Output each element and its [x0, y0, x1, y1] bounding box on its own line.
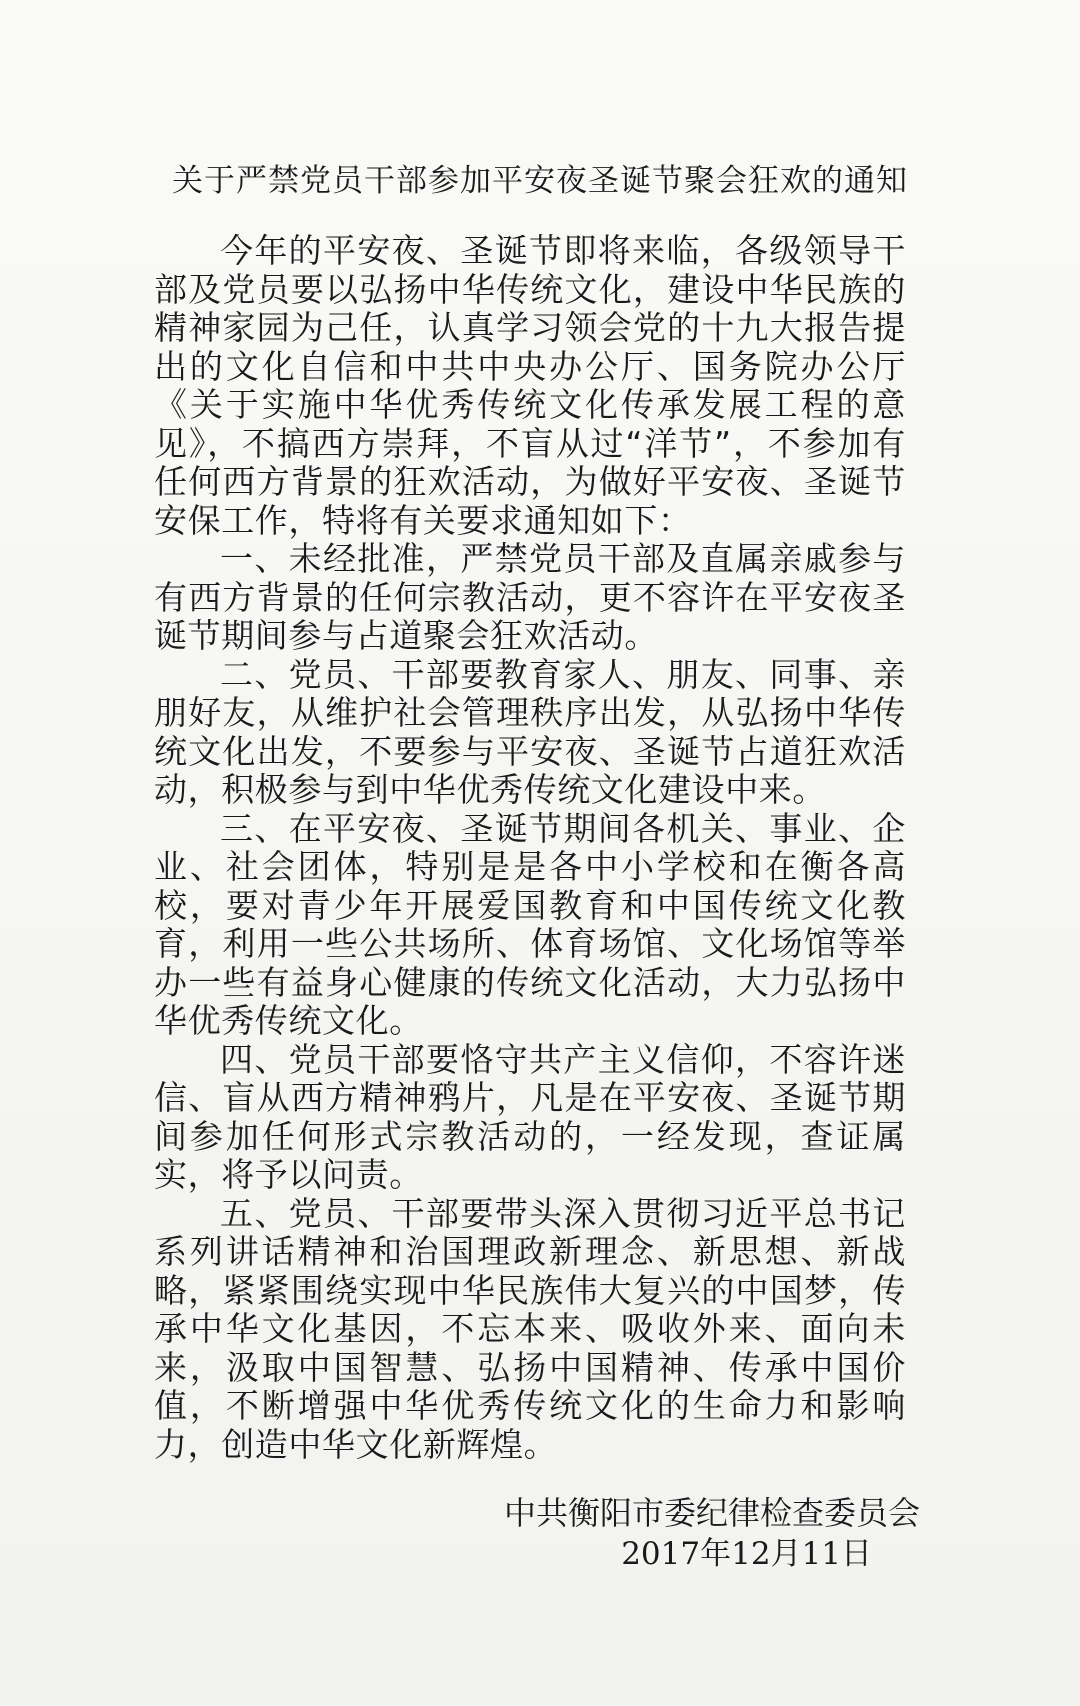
paragraph-item-3: 三、在平安夜、圣诞节期间各机关、事业、企业、社会团体，特别是是各中小学校和在衡各高校，要对青少年开展爱国教育和中国传统文化教育，利用一些公共场所、体育场馆、文化场馆等举办一些有益身心健康的传统文化活动，大力弘扬中华优秀传统文化。 [154, 808, 906, 1040]
paragraph-item-5: 五、党员、干部要带头深入贯彻习近平总书记系列讲话精神和治国理政新理念、新思想、新战略，紧紧围绕实现中华民族伟大复兴的中国梦，传承中华文化基因，不忘本来、吸收外来、面向未来，汲取中国智慧、弘扬中国精神、传承中国价值，不断增强中华优秀传统文化的生命力和影响力，创造中华文化新辉煌。 [154, 1193, 906, 1464]
issuing-organization: 中共衡阳市委纪律检查委员会 [503, 1494, 920, 1532]
document-body [154, 232, 906, 1464]
document-title: 关于严禁党员干部参加平安夜圣诞节聚会狂欢的通知 [172, 163, 908, 199]
paragraph-item-2: 二、党员、干部要教育家人、朋友、同事、亲朋好友，从维护社会管理秩序出发，从弘扬中华传统文化出发，不要参与平安夜、圣诞节占道狂欢活动，积极参与到中华优秀传统文化建设中来。 [154, 654, 906, 809]
issue-date: 2017年12月11日 [621, 1536, 872, 1572]
signature-block [450, 1492, 920, 1574]
intro-paragraph: 今年的平安夜、圣诞节即将来临，各级领导干部及党员要以弘扬中华传统文化，建设中华民族的精神家园为己任，认真学习领会党的十九大报告提出的文化自信和中共中央办公厅、国务院办公厅《关于实施中华优秀传统文化传承发展工程的意见》，不搞西方崇拜，不盲从过“洋节”，不参加有任何西方背景的狂欢活动，为做好平安夜、圣诞节安保工作，特将有关要求通知如下： [154, 231, 906, 540]
paragraph-item-4: 四、党员干部要恪守共产主义信仰，不容许迷信、盲从西方精神鸦片，凡是在平安夜、圣诞节期间参加任何形式宗教活动的，一经发现，查证属实，将予以问责。 [154, 1039, 906, 1194]
paragraph-item-1: 一、未经批准，严禁党员干部及直属亲戚参与有西方背景的任何宗教活动，更不容许在平安夜圣诞节期间参与占道聚会狂欢活动。 [154, 539, 906, 655]
